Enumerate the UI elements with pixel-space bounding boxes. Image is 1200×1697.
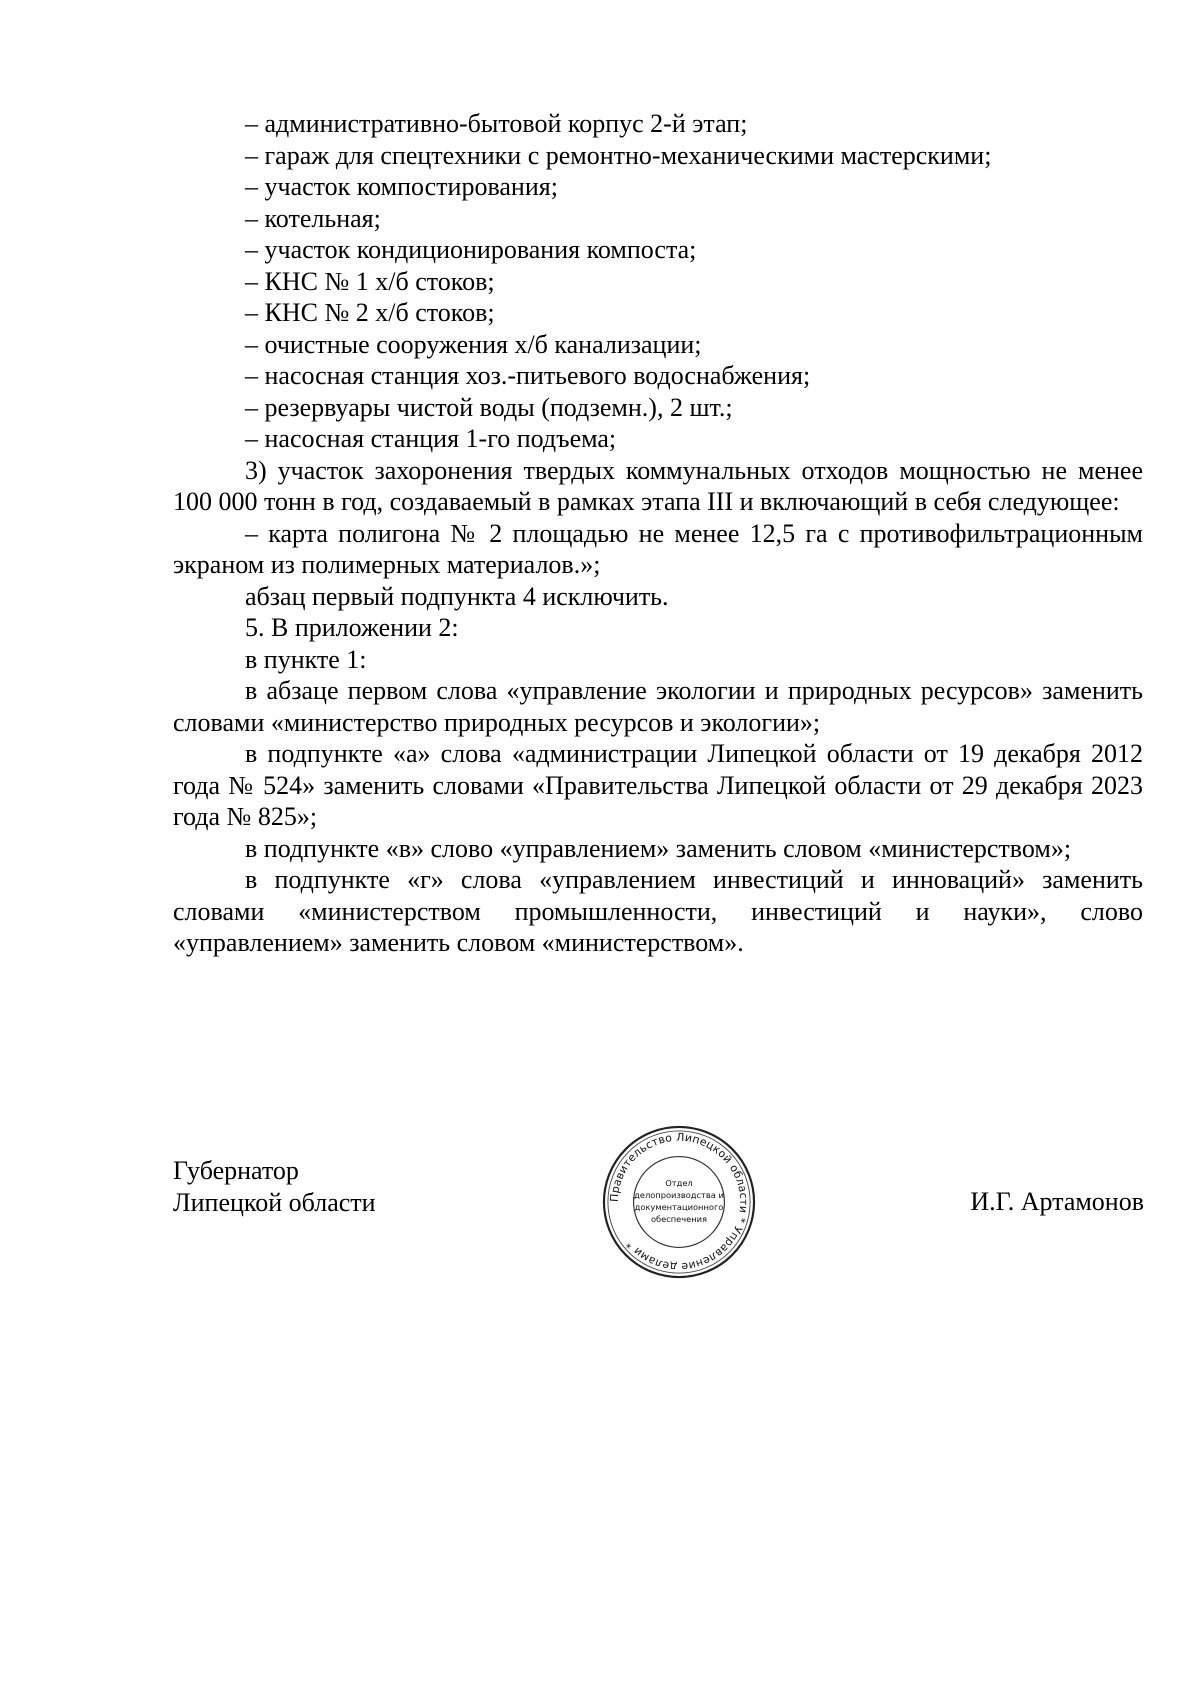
list-item: – резервуары чистой воды (подземн.), 2 шт.; [245,392,733,422]
paragraph-3: 3) участок захоронения твердых коммунальных отходов мощностью не менее 100 000 тонн в год, создаваемый в рамках этапа III и включающий в себя следующее: [173,455,1143,516]
list-item: – очистные сооружения х/б канализации; [245,329,702,359]
list-item: – административно-бытовой корпус 2-й этап; [245,109,748,138]
paragraph-v: в подпункте «в» слово «управлением» заменить словом «министерством»; [245,833,1072,863]
paragraph-g: в подпункте «г» слова «управлением инвестиций и инноваций» заменить словами «министерством промышленности, инвестиций и науки», слово «управлением» заменить словом «министерством». [173,865,1143,957]
paragraph-abzac: в абзаце первом слова «управление экологии и природных ресурсов» заменить словами «министерство природных ресурсов и экологии»; [173,676,1143,737]
list-item: – насосная станция хоз.-питьевого водоснабжения; [245,361,811,390]
paragraph-a: в подпункте «а» слова «администрации Липецкой области от 19 декабря 2012 года № 524» заменить словами «Правительства Липецкой области от 29 декабря 2023 года № 825»; [173,739,1143,831]
document-body [173,108,1143,959]
seal-center-line3: документационного [634,1201,724,1212]
seal-center-line4: обеспечения [650,1213,708,1224]
paragraph-5: 5. В приложении 2: [245,613,459,642]
list-item: – КНС № 1 х/б стоков; [245,266,495,296]
list-item: – КНС № 2 х/б стоков; [245,298,495,327]
seal-center-line2: делопроизводства и [634,1190,724,1201]
seal-outer-text: Правительство Липецкой области * Управление делами * [607,1130,751,1274]
signer-position-line2: Липецкой области [173,1187,376,1217]
signer-position-line1: Губернатор [173,1156,299,1185]
paragraph-exclude: абзац первый подпункта 4 исключить. [245,581,669,611]
signer-name: И.Г. Артамонов [970,1187,1144,1216]
official-seal-stamp [600,1123,758,1281]
list-item: – участок компостирования; [245,172,558,201]
signature-block [173,1155,376,1218]
paragraph-map: – карта полигона № 2 площадью не менее 12,5 га с противофильтрационным экраном из полимерных материалов.»; [173,518,1143,579]
seal-center-line1: Отдел [665,1178,693,1189]
list-item: – гараж для спецтехники с ремонтно-механическими мастерскими; [245,140,992,170]
list-item: – участок кондиционирования компоста; [245,235,697,264]
list-item: – насосная станция 1-го подъема; [245,424,617,453]
paragraph-point1: в пункте 1: [245,644,367,674]
list-item: – котельная; [245,203,381,233]
